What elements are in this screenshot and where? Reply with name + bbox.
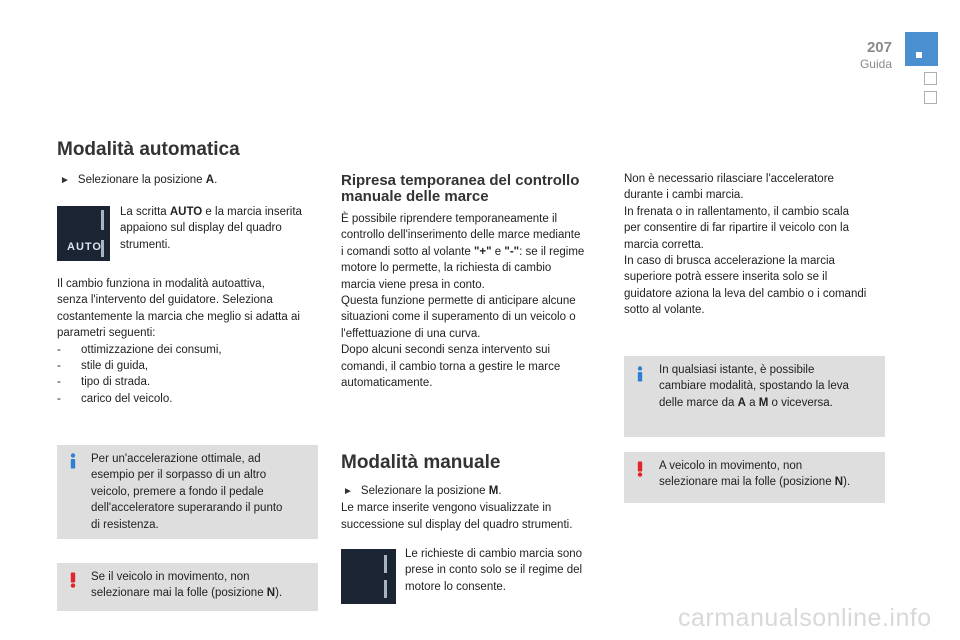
- temporary-manual-title: Ripresa temporanea del controllo manuale delle marce: [341, 172, 580, 205]
- temporary-manual-description: È possibile riprendere temporaneamente il controllo dell'inserimento delle marce mediante i comandi sotto al volante "+" e "-": se il regime motore lo permette, la richiesta di cambio marcia viene presa in conto. Questa funzione permette di anticipare alcune situazioni come il superamento di un veicolo o l'effettuazione di una curva. Dopo alcuni secondi senza intervento sui comandi, il cambio torna a gestire le marce automaticamente.: [341, 213, 585, 390]
- automatic-select-instruction: ► Selezionare la posizione A.: [60, 174, 218, 186]
- chapter-tab: [924, 91, 937, 104]
- list-item: - tipo di strada.: [57, 376, 151, 389]
- arrow-right-icon: ►: [343, 486, 353, 497]
- auto-display-text: AUTO: [67, 241, 102, 253]
- warning-box-neutral: Se il veicolo in movimento, non selezionare mai la folle (posizione N).: [57, 563, 318, 611]
- info-icon: [633, 366, 647, 382]
- arrow-right-icon: ►: [60, 175, 70, 186]
- page-number: 207: [866, 39, 892, 56]
- auto-display-image: [57, 206, 110, 261]
- list-item: - ottimizzazione dei consumi,: [57, 343, 222, 356]
- manual-display-image: [341, 549, 396, 604]
- chapter-tab-active: [905, 32, 938, 66]
- info-box-acceleration: Per un'accelerazione ottimale, ad esempio per il sorpasso di un altro veicolo, premere a fondo il pedale dell'acceleratore superarando il punto di resistenza.: [57, 445, 318, 539]
- list-item: - carico del veicolo.: [57, 392, 173, 405]
- auto-display-note: La scritta AUTO e la marcia inserita appaiono sul display del quadro strumenti.: [120, 206, 302, 251]
- info-box-change-mode: In qualsiasi istante, è possibile cambiare modalità, spostando la leva delle marce da A a M o viceversa.: [624, 356, 885, 437]
- warning-box-neutral-right: A veicolo in movimento, non selezionare mai la folle (posizione N).: [624, 452, 885, 503]
- watermark: carmanualsonline.info: [678, 604, 932, 632]
- section-title: Guida: [859, 57, 892, 71]
- automatic-mode-title: Modalità automatica: [57, 139, 240, 160]
- manual-description: ► Selezionare la posizione M. Le marce inserite vengono visualizzate in successione sul display del quadro strumenti.: [341, 485, 573, 531]
- automatic-description: Il cambio funziona in modalità autoattiva, senza l'intervento del guidatore. Seleziona costantemente la marcia che meglio si adatta ai parametri seguenti: - ottimizzazione dei consumi, - stile di guida, - tipo di strada. - carico del veicolo.: [57, 276, 322, 407]
- manual-note: Le richieste di cambio marcia sono prese in conto solo se il regime del motore lo consente.: [405, 548, 583, 593]
- gear-change-description: Non è necessario rilasciare l'acceleratore durante i cambi marcia. In frenata o in rallentamento, il cambio scala per consentire di far ripartire il veicolo con la marcia corretta. In caso di brusca accelerazione la marcia superiore potrà essere inserita solo se il guidatore aziona la leva del cambio o i comandi sotto al volante.: [624, 173, 867, 317]
- manual-mode-title: Modalità manuale: [341, 452, 501, 473]
- list-item: - stile di guida,: [57, 360, 149, 373]
- chapter-tab: [924, 72, 937, 85]
- warning-icon: [66, 572, 80, 588]
- warning-icon: [633, 461, 647, 477]
- info-icon: [66, 453, 80, 469]
